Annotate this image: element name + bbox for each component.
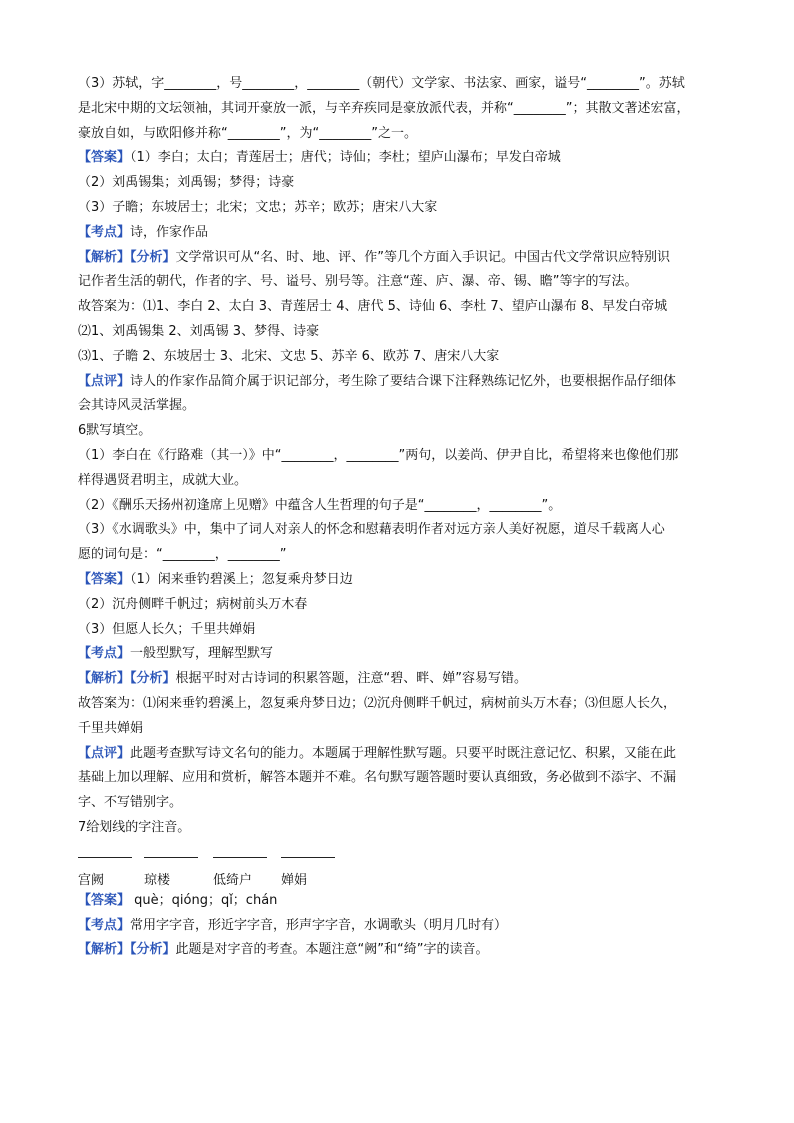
q7-jiexi (78, 938, 718, 963)
underline-blank (281, 857, 335, 858)
q7-kaodian (78, 914, 718, 939)
q7-word: 低绮户 (213, 872, 253, 888)
q5-jiexi-line-1: 文学常识可从“名、时、地、评、作”等几个方面入手识记。中国古代文学常识应特别识 (175, 249, 670, 265)
q5-jiexi-line-5: ⑶1、子瞻 2、东坡居士 3、北宋、文忠 5、苏辛 6、欧苏 7、唐宋八大家 (78, 348, 500, 364)
q5-dianping-line-1: 诗人的作家作品简介属于识记部分，考生除了要结合课下注释熟练记忆外，也要根据作品仔细体 (130, 373, 677, 389)
q5-dianping-line-2: 会其诗风灵活掌握。 (78, 398, 196, 414)
q7-word: 宫阙 (78, 872, 105, 888)
q6-question-line-1: （1）李白在《行路难（其一）》中“________，________”两句，以姜尚、伊尹自比，希望将来也像他们那 (78, 447, 679, 463)
document-page (78, 72, 718, 963)
underline-blank (144, 857, 198, 858)
q6-jiexi (78, 667, 718, 692)
underline-blank (78, 857, 132, 858)
q5-jiexi-line-4: ⑵1、刘禹锡集 2、刘禹锡 3、梦得、诗豪 (78, 323, 320, 339)
q6-jiexi-line-3: 千里共婵娟 (78, 720, 144, 736)
q6-answer-line-3: （3）但愿人长久；千里共婵娟 (78, 621, 256, 637)
q7-word: 婵娟 (281, 872, 308, 888)
jiexi-label: 【解析】【分析】 (78, 942, 176, 958)
jiexi-label: 【解析】【分析】 (78, 249, 176, 265)
q6-answer-line-1: （1）闲来垂钓碧溪上；忽复乘舟梦日边 (130, 571, 353, 587)
q6-kaodian-text: 一般型默写，理解型默写 (130, 646, 274, 662)
q7-word: 琼楼 (144, 872, 171, 888)
q7-answer-text: què；qióng；qǐ；chán (130, 892, 278, 908)
q6-dianping-line-1: 此题考查默写诗文名句的能力。本题属于理解性默写题。只要平时既注意记忆、积累，又能在此 (130, 745, 677, 761)
q5-jiexi-line-3: 故答案为：⑴1、李白 2、太白 3、青莲居士 4、唐代 5、诗仙 6、李杜 7、望庐山瀑布 8、早发白帝城 (78, 299, 668, 315)
q6-question-line-3: （2）《酬乐天扬州初逢席上见赠》中蕴含人生哲理的句子是“________，________”。 (78, 497, 562, 513)
dianping-label: 【点评】 (78, 373, 131, 389)
q6-question-line-5: 愿的词句是：“________，________” (78, 547, 287, 563)
q6-answer-line-2: （2）沉舟侧畔千帆过；病树前头万木春 (78, 596, 308, 612)
answer-label: 【答案】 (78, 571, 131, 587)
q7-title: 7给划线的字注音。 (78, 819, 191, 835)
q5-answer (78, 146, 718, 171)
q6-dianping (78, 742, 718, 767)
q6-question-line-2: 样得遇贤君明主，成就大业。 (78, 472, 248, 488)
kaodian-label: 【考点】 (78, 224, 131, 240)
answer-label: 【答案】 (78, 892, 131, 908)
q5-jiexi-line-2: 记作者生活的朝代，作者的字、号、谥号、别号等。注意“莲、庐、瀑、帝、锡、瞻”等字的写法。 (78, 274, 638, 290)
q7-kaodian-text: 常用字字音，形近字字音，形声字字音，水调歌头（明月几时有） (130, 917, 508, 933)
q6-dianping-line-2: 基础上加以理解、应用和赏析，解答本题并不难。名句默写题答题时要认真细致，务必做到不添字、不漏 (78, 770, 677, 786)
dianping-label: 【点评】 (78, 745, 131, 761)
q6-title: 6默写填空。 (78, 423, 152, 439)
q5-answer-line-2: （2）刘禹锡集；刘禹锡；梦得；诗豪 (78, 175, 295, 191)
q6-answer (78, 568, 718, 593)
q5-part3-line-2: 是北宋中期的文坛领袖，其词开豪放一派，与辛弃疾同是豪放派代表，并称“________”；其散文著述宏富， (78, 100, 690, 116)
answer-label: 【答案】 (78, 150, 131, 166)
q6-kaodian (78, 642, 718, 667)
q5-part3-line-3: 豪放自如，与欧阳修并称“________”，为“________”之一。 (78, 125, 417, 141)
q7-answer (78, 889, 718, 914)
q7-words-row (78, 865, 718, 889)
q6-question-line-4: （3）《水调歌头》中，集中了词人对亲人的怀念和慰藉表明作者对远方亲人美好祝愿，道尽千载离人心 (78, 522, 665, 538)
underline-blank (213, 857, 267, 858)
q7-jiexi-text: 此题是对字音的考查。本题注意“阙”和“绮”字的读音。 (175, 942, 489, 958)
jiexi-label: 【解析】【分析】 (78, 671, 176, 687)
q5-jiexi (78, 246, 718, 271)
q7-underline-row (78, 841, 718, 865)
q5-kaodian-text: 诗，作家作品 (130, 224, 209, 240)
kaodian-label: 【考点】 (78, 646, 131, 662)
kaodian-label: 【考点】 (78, 917, 131, 933)
q5-part3-line-1: （3）苏轼，字________，号________，________（朝代）文学家、书法家、画家，谥号“________”。苏轼 (78, 76, 685, 91)
q6-jiexi-line-1: 根据平时对古诗词的积累答题，注意“碧、畔、婵”容易写错。 (175, 671, 527, 687)
q5-answer-line-3: （3）子瞻；东坡居士；北宋；文忠；苏辛；欧苏；唐宋八大家 (78, 199, 438, 215)
q6-jiexi-line-2: 故答案为：⑴闲来垂钓碧溪上，忽复乘舟梦日边；⑵沉舟侧畔千帆过，病树前头万木春；⑶但愿人长久， (78, 695, 677, 711)
q5-kaodian (78, 221, 718, 246)
q5-answer-line-1: （1）李白；太白；青莲居士；唐代；诗仙；李杜；望庐山瀑布；早发白帝城 (130, 150, 561, 166)
q5-dianping (78, 370, 718, 395)
q6-dianping-line-3: 字、不写错别字。 (78, 795, 183, 811)
